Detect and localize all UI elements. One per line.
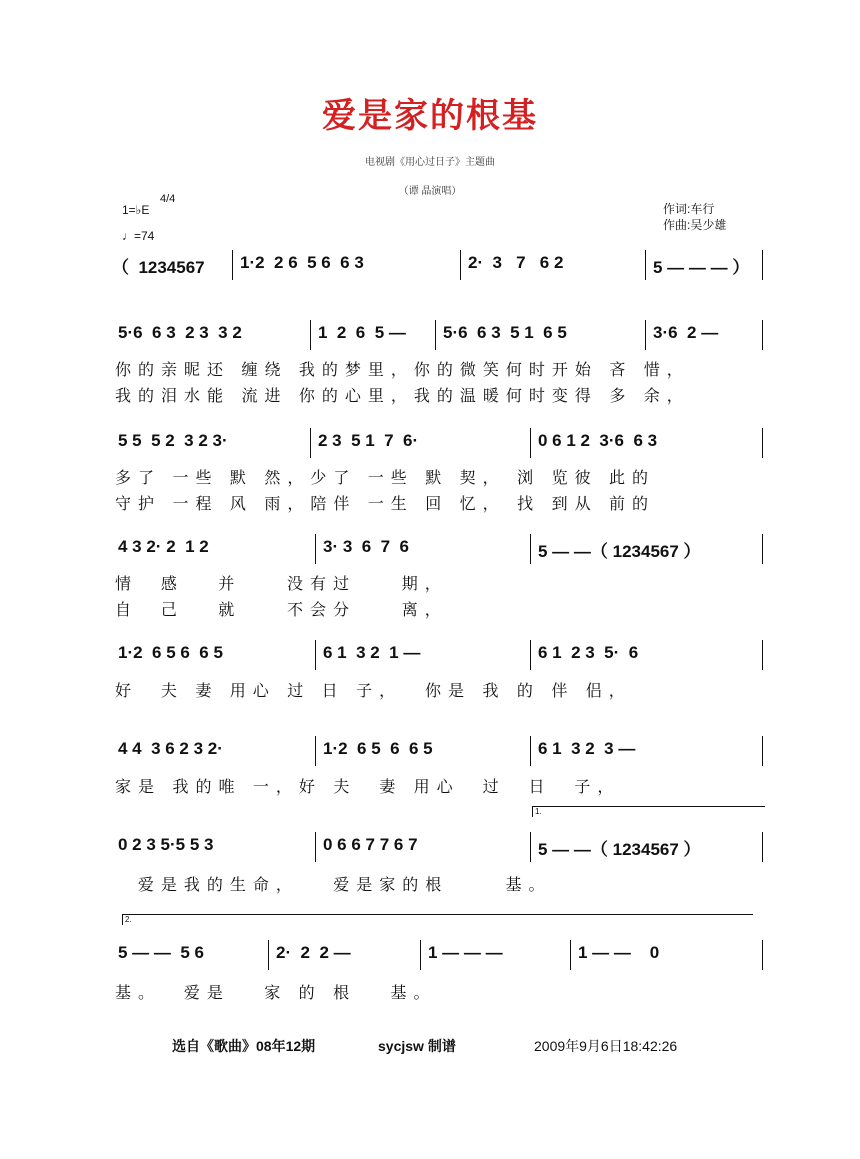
measure: 0 6 1 2 3·6 6 3	[538, 431, 658, 450]
barline	[762, 640, 763, 670]
measure: 2· 3 7 6 2	[468, 253, 564, 272]
barline	[435, 320, 436, 350]
lyric-line: 多了 一些 默 然，少了 一些 默 契， 浏 览彼 此的	[115, 470, 656, 487]
composer: 作曲:吴少雄	[663, 218, 727, 232]
lyric-line: 好 夫 妻 用心 过 日 子， 你是 我 的 伴 侣，	[115, 683, 632, 700]
barline	[232, 250, 233, 280]
tempo: ♩=74	[122, 229, 155, 243]
footer-date: 2009年9月6日18:42:26	[534, 1038, 678, 1054]
measure: 1·2 6 5 6 6 5	[323, 739, 433, 758]
measure: 0 2 3 5·5 5 3	[118, 835, 214, 854]
barline	[315, 736, 316, 766]
barline	[420, 940, 421, 970]
measure: 4 3 2· 2 1 2	[118, 537, 209, 556]
measure: 2· 2 2 —	[276, 943, 351, 962]
time-signature: 4/4	[160, 193, 176, 205]
barline	[762, 940, 763, 970]
measure: （ 1234567	[112, 258, 205, 277]
lyricist: 作词:车行	[663, 202, 715, 216]
barline	[315, 534, 316, 564]
measure: 5 — —（ 1234567 ）	[538, 542, 701, 561]
subtitle: 电视剧《用心过日子》主题曲	[365, 157, 495, 168]
measure: 6 1 3 2 3 —	[538, 739, 636, 758]
singer: （谭 晶演唱）	[398, 186, 462, 197]
volta-bracket: 2.	[122, 914, 753, 925]
barline	[268, 940, 269, 970]
lyric-line: 情 感 并 没有过 期，	[115, 576, 448, 593]
barline	[530, 832, 531, 862]
barline	[460, 250, 461, 280]
measure: 5 — — — ）	[653, 258, 750, 277]
barline	[762, 534, 763, 564]
barline	[570, 940, 571, 970]
measure: 2 3 5 1 7 6·	[318, 431, 419, 450]
barline	[762, 832, 763, 862]
footer-source: 选自《歌曲》08年12期	[172, 1038, 316, 1054]
measure: 3· 3 6 7 6	[323, 537, 409, 556]
measure: 4 4 3 6 2 3 2·	[118, 739, 223, 758]
measure: 6 1 3 2 1 —	[323, 643, 421, 662]
lyric-line: 爱是我的生命， 爱是家的根 基。	[115, 877, 552, 894]
measure: 1·2 2 6 5 6 6 3	[240, 253, 364, 272]
barline	[762, 250, 763, 280]
footer-maker: sycjsw 制谱	[378, 1038, 456, 1054]
barline	[530, 428, 531, 458]
barline	[530, 534, 531, 564]
barline	[530, 736, 531, 766]
lyric-line: 守护 一程 风 雨，陪伴 一生 回 忆， 找 到从 前的	[115, 496, 656, 513]
measure: 6 1 2 3 5· 6	[538, 643, 639, 662]
key-signature: 1=♭E	[122, 203, 150, 217]
barline	[762, 320, 763, 350]
lyric-line: 基。 爱是 家 的 根 基。	[115, 985, 437, 1002]
barline	[315, 832, 316, 862]
lyric-line: 你的亲昵还 缠绕 我的梦里，你的微笑何时开始 吝 惜，	[115, 362, 690, 379]
volta-bracket: 1.	[532, 806, 765, 817]
measure: 5·6 6 3 2 3 3 2	[118, 323, 242, 342]
barline	[762, 736, 763, 766]
lyric-line: 自 己 就 不会分 离，	[115, 602, 448, 619]
song-title: 爱是家的根基	[322, 96, 538, 136]
measure: 1 — — —	[428, 943, 503, 962]
lyric-line: 家是 我的唯 一，好 夫 妻 用心 过 日 子，	[115, 779, 621, 796]
barline	[645, 250, 646, 280]
measure: 5·6 6 3 5 1 6 5	[443, 323, 567, 342]
measure: 3·6 2 —	[653, 323, 719, 342]
measure: 5 5 5 2 3 2 3·	[118, 431, 228, 450]
barline	[310, 320, 311, 350]
barline	[530, 640, 531, 670]
barline	[310, 428, 311, 458]
barline	[762, 428, 763, 458]
lyric-line: 我的泪水能 流进 你的心里，我的温暖何时变得 多 余，	[115, 388, 690, 405]
measure: 1·2 6 5 6 6 5	[118, 643, 223, 662]
measure: 5 — —（ 1234567 ）	[538, 840, 701, 859]
measure: 0 6 6 7 7 6 7	[323, 835, 418, 854]
measure: 5 — — 5 6	[118, 943, 204, 962]
barline	[315, 640, 316, 670]
barline	[645, 320, 646, 350]
measure: 1 2 6 5 —	[318, 323, 406, 342]
measure: 1 — — 0	[578, 943, 660, 962]
